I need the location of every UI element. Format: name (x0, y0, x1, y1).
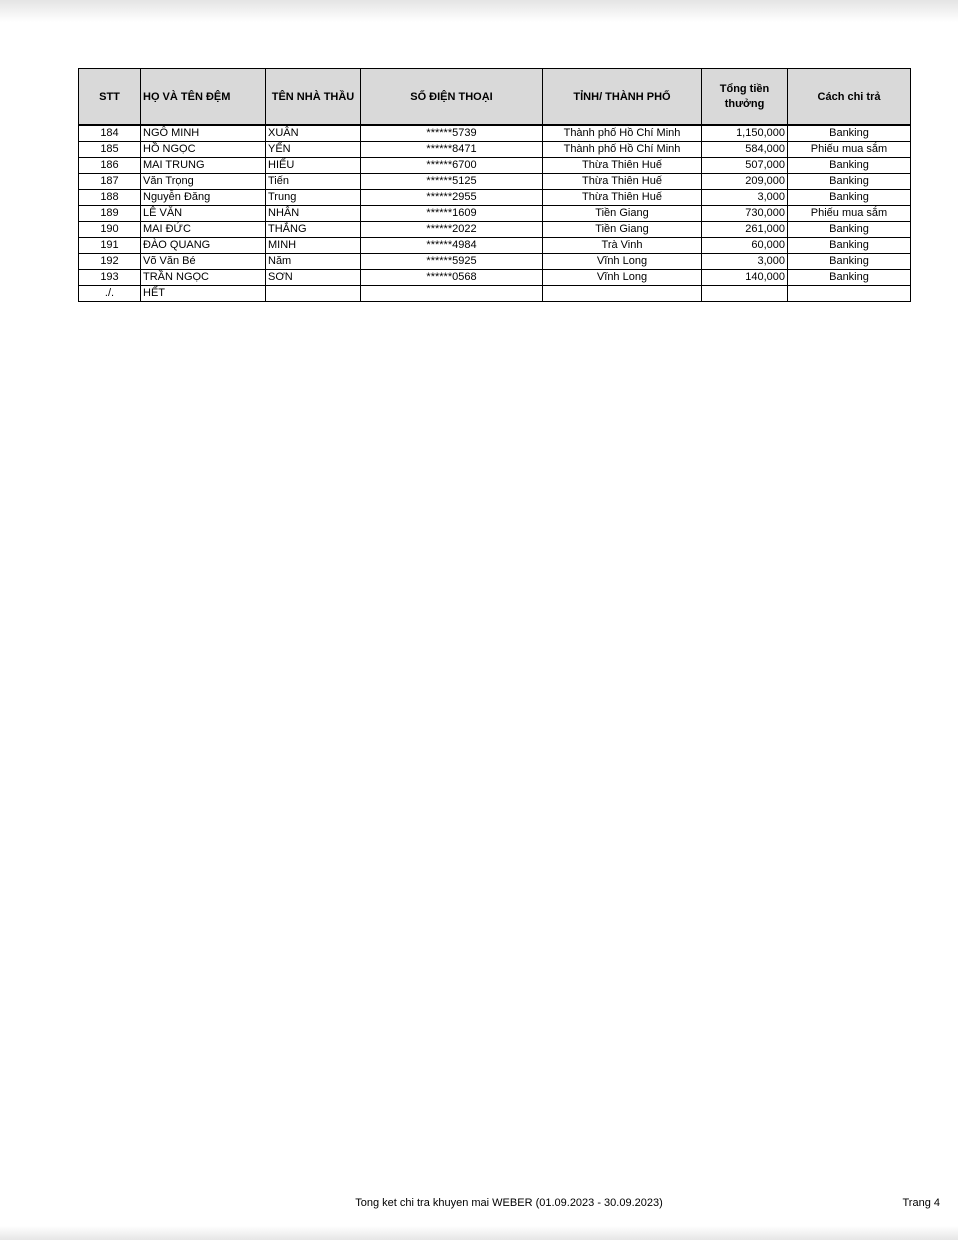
cell-tien: 730,000 (702, 206, 788, 222)
cell-stt: 192 (79, 254, 141, 270)
cell-phone: ******5125 (361, 174, 543, 190)
cell-cach: Banking (788, 158, 911, 174)
table-end-row (79, 286, 911, 302)
cell-phone: ******4984 (361, 238, 543, 254)
cell-ten: XUÂN (266, 125, 361, 142)
cell-ho-ten-dem: Văn Trọng (141, 174, 266, 190)
footer-title: Tong ket chi tra khuyen mai WEBER (01.09.2023 - 30.09.2023) (355, 1197, 663, 1209)
cell-ten: Tiến (266, 174, 361, 190)
cell-tien: 60,000 (702, 238, 788, 254)
header-tinh-thanh-pho: TỈNH/ THÀNH PHỐ (543, 69, 702, 126)
cell-tien: 507,000 (702, 158, 788, 174)
cell-stt: 185 (79, 142, 141, 158)
cell-ten: HIẾU (266, 158, 361, 174)
viewer-bottom-shade (0, 1226, 958, 1240)
cell-tien: 3,000 (702, 254, 788, 270)
cell-ten: SƠN (266, 270, 361, 286)
cell-ten: NHÂN (266, 206, 361, 222)
cell-ho-ten-dem: Nguyễn Đăng (141, 190, 266, 206)
cell-empty (361, 286, 543, 302)
header-ho-ten-dem: HỌ VÀ TÊN ĐỆM (141, 69, 266, 126)
cell-tinh: Vĩnh Long (543, 270, 702, 286)
cell-end-marker: ./. (79, 286, 141, 302)
payout-table (78, 68, 911, 302)
cell-ten: Năm (266, 254, 361, 270)
cell-empty (266, 286, 361, 302)
cell-stt: 186 (79, 158, 141, 174)
cell-tinh: Thừa Thiên Huế (543, 190, 702, 206)
cell-phone: ******8471 (361, 142, 543, 158)
table-row (79, 206, 911, 222)
cell-empty (788, 286, 911, 302)
cell-phone: ******5925 (361, 254, 543, 270)
cell-tien: 584,000 (702, 142, 788, 158)
cell-cach: Banking (788, 238, 911, 254)
cell-tien: 3,000 (702, 190, 788, 206)
cell-ho-ten-dem: MAI TRUNG (141, 158, 266, 174)
cell-phone: ******2022 (361, 222, 543, 238)
table-row (79, 270, 911, 286)
cell-ten: MINH (266, 238, 361, 254)
cell-tinh: Thành phố Hồ Chí Minh (543, 125, 702, 142)
cell-tinh: Trà Vinh (543, 238, 702, 254)
cell-cach: Banking (788, 174, 911, 190)
cell-ho-ten-dem: ĐÀO QUANG (141, 238, 266, 254)
table-row (79, 238, 911, 254)
table-header (79, 69, 911, 126)
header-so-dien-thoai: SỐ ĐIỆN THOẠI (361, 69, 543, 126)
cell-phone: ******0568 (361, 270, 543, 286)
cell-stt: 191 (79, 238, 141, 254)
cell-tien: 261,000 (702, 222, 788, 238)
cell-tien: 1,150,000 (702, 125, 788, 142)
table-row (79, 254, 911, 270)
cell-ho-ten-dem: HỒ NGỌC (141, 142, 266, 158)
cell-stt: 184 (79, 125, 141, 142)
cell-ten: THẮNG (266, 222, 361, 238)
cell-ten: Trung (266, 190, 361, 206)
cell-tinh: Thừa Thiên Huế (543, 158, 702, 174)
cell-phone: ******6700 (361, 158, 543, 174)
cell-cach: Phiếu mua sắm (788, 206, 911, 222)
cell-ho-ten-dem: TRẦN NGỌC (141, 270, 266, 286)
header-cach-chi-tra: Cách chi trả (788, 69, 911, 126)
cell-tinh: Vĩnh Long (543, 254, 702, 270)
table-row (79, 158, 911, 174)
cell-tinh: Thành phố Hồ Chí Minh (543, 142, 702, 158)
cell-ten: YẾN (266, 142, 361, 158)
table-row (79, 222, 911, 238)
cell-stt: 187 (79, 174, 141, 190)
cell-cach: Banking (788, 222, 911, 238)
table-row (79, 142, 911, 158)
table-body (79, 125, 911, 302)
cell-cach: Banking (788, 190, 911, 206)
cell-cach: Banking (788, 125, 911, 142)
cell-tinh: Tiền Giang (543, 206, 702, 222)
cell-stt: 188 (79, 190, 141, 206)
cell-stt: 193 (79, 270, 141, 286)
page-number: Trang 4 (902, 1197, 940, 1209)
cell-cach: Banking (788, 270, 911, 286)
cell-phone: ******1609 (361, 206, 543, 222)
cell-ho-ten-dem: NGÔ MINH (141, 125, 266, 142)
cell-tinh: Tiền Giang (543, 222, 702, 238)
cell-stt: 189 (79, 206, 141, 222)
cell-empty (702, 286, 788, 302)
header-tong-tien-thuong: Tổng tiền thưởng (702, 69, 788, 126)
cell-cach: Phiếu mua sắm (788, 142, 911, 158)
header-stt: STT (79, 69, 141, 126)
table-row (79, 174, 911, 190)
viewer-top-shade (0, 0, 958, 22)
table-row (79, 190, 911, 206)
cell-ho-ten-dem: LÊ VĂN (141, 206, 266, 222)
cell-cach: Banking (788, 254, 911, 270)
cell-empty (543, 286, 702, 302)
header-ten-nha-thau: TÊN NHÀ THẦU (266, 69, 361, 126)
cell-stt: 190 (79, 222, 141, 238)
cell-phone: ******2955 (361, 190, 543, 206)
cell-tien: 140,000 (702, 270, 788, 286)
table-row (79, 125, 911, 142)
cell-ho-ten-dem: Võ Văn Bé (141, 254, 266, 270)
cell-phone: ******5739 (361, 125, 543, 142)
cell-ho-ten-dem: MAI ĐỨC (141, 222, 266, 238)
cell-tinh: Thừa Thiên Huế (543, 174, 702, 190)
cell-end-label: HẾT (141, 286, 266, 302)
cell-tien: 209,000 (702, 174, 788, 190)
